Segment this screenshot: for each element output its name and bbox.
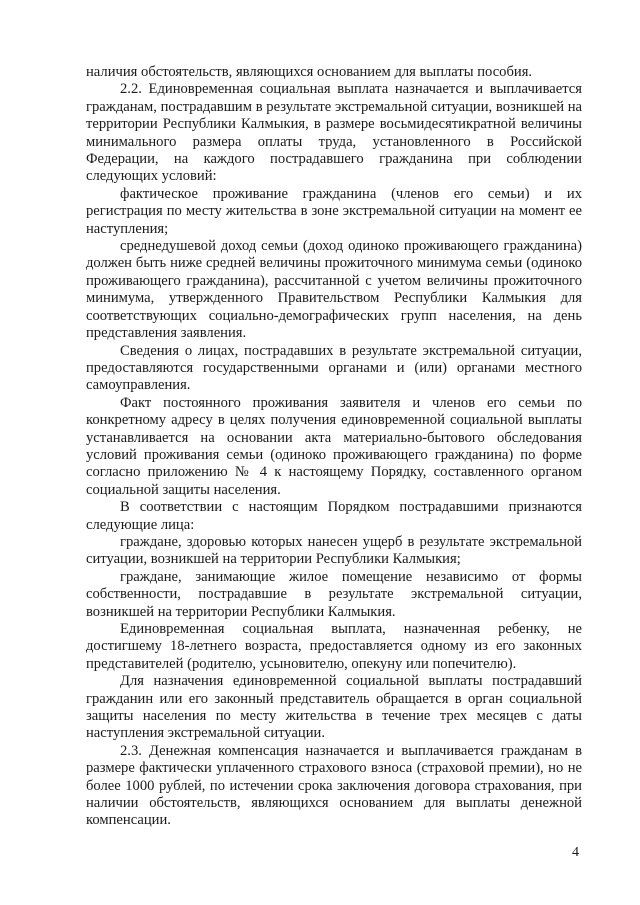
paragraph-2-2: 2.2. Единовременная социальная выплата назначается и выплачивается гражданам, пострадавшим в результате экстремальной ситуации, возникшей на территории Республики Калмыкия, в размере восьмидесятикратной величины минимального размера оплаты труда, установленного в Российской Федерации, на каждого пострадавшего гражданина при соблюдении следующих условий: xyxy=(86,81,582,185)
list-item-housing: граждане, занимающие жилое помещение независимо от формы собственности, пострадавшие в результате экстремальной ситуации, возникшей на территории Республики Калмыкия. xyxy=(86,568,582,620)
body-text xyxy=(86,64,582,830)
paragraph-2-3: 2.3. Денежная компенсация назначается и выплачивается гражданам в размере фактически уплаченного страхового взноса (страховой премии), но не более 1000 рублей, по истечении срока заключения договора страхования, при наличии обстоятельств, являющихся основанием для выплаты денежной компенсации. xyxy=(86,742,582,829)
list-item-health-damage: граждане, здоровью которых нанесен ущерб в результате экстремальной ситуации, возникшей на территории Республики Калмыкия; xyxy=(86,533,582,568)
page-number: 4 xyxy=(572,845,579,860)
condition-income: среднедушевой доход семьи (доход одиноко проживающего гражданина) должен быть ниже средней величины прожиточного минимума семьи (одиноко проживающего гражданина), рассчитанной с учетом величины прожиточного минимума, утвержденного Правительством Республики Калмыкия для соответствующих социально-демографических групп населения, на день представления заявления. xyxy=(86,238,582,342)
paragraph-victims-recognized: В соответствии с настоящим Порядком пострадавшими признаются следующие лица: xyxy=(86,499,582,533)
paragraph-application: Для назначения единовременной социальной выплаты пострадавший гражданин или его законный представитель обращается в орган социальной защиты населения по месту жительства в течение трех месяцев с даты наступления экстремальной ситуации. xyxy=(86,673,582,742)
paragraph-residence-proof: Факт постоянного проживания заявителя и членов его семьи по конкретному адресу в целях получения единовременной социальной выплаты устанавливается на основании акта материально-бытового обследования условий проживания семьи (одиноко проживающего гражданина) по форме согласно приложению № 4 к настоящему Порядку, составленного органом социальной защиты населения. xyxy=(86,394,582,498)
paragraph-child-payment: Единовременная социальная выплата, назначенная ребенку, не достигшему 18-летнего возраста, предоставляется одному из его законных представителей (родителю, усыновителю, опекуну или попечителю). xyxy=(86,621,582,672)
paragraph-continuation: наличия обстоятельств, являющихся основанием для выплаты пособия. xyxy=(86,64,533,80)
condition-residence: фактическое проживание гражданина (членов его семьи) и их регистрация по месту жительства в зоне экстремальной ситуации на момент ее наступления; xyxy=(86,185,582,237)
paragraph-victim-info: Сведения о лицах, пострадавших в результате экстремальной ситуации, предоставляются государственными органами и (или) органами местного самоуправления. xyxy=(86,342,582,394)
